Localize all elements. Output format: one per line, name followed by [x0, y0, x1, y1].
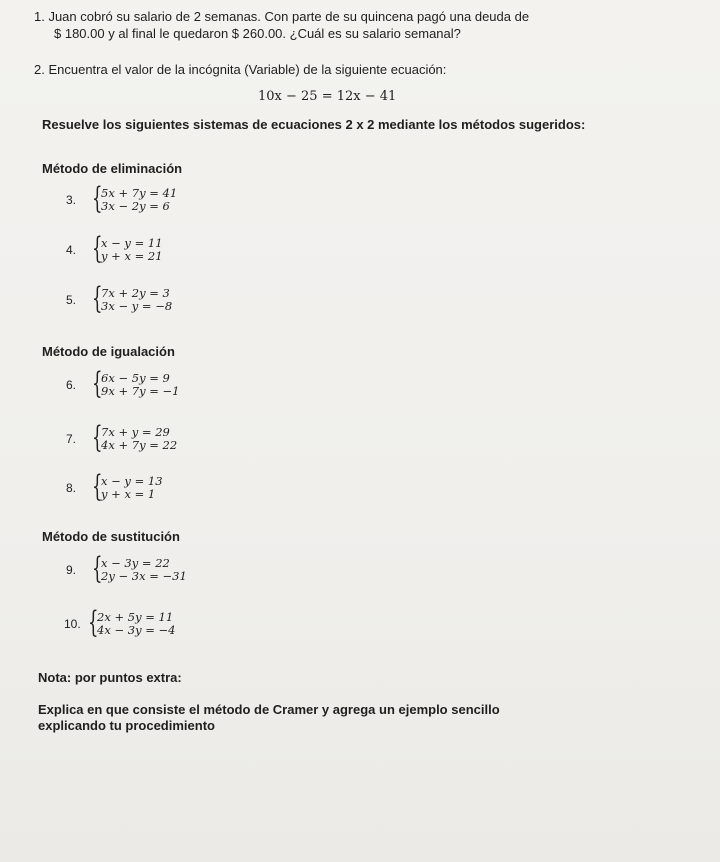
equation-2: y + x = 1	[101, 487, 156, 501]
equation-1: x − y = 13	[101, 474, 163, 488]
system-10	[64, 605, 176, 640]
question-2-equation: 10x − 25 = 12x − 41	[258, 89, 397, 104]
note-line-2: explicando tu procedimiento	[38, 718, 215, 733]
system-number: 5.	[66, 293, 77, 307]
question-2-text: 2. Encuentra el valor de la incógnita (Variable) de la siguiente ecuación:	[34, 62, 447, 77]
systems-instructions: Resuelve los siguientes sistemas de ecuaciones 2 x 2 mediante los métodos sugeridos:	[42, 117, 586, 132]
system-number: 3.	[66, 193, 77, 207]
system-4	[66, 231, 163, 266]
brace-icon: {	[92, 231, 103, 266]
system-7	[66, 420, 178, 455]
equation-2: 3x − 2y = 6	[101, 199, 170, 213]
equation-2: 2y − 3x = −31	[101, 569, 187, 583]
brace-icon: {	[88, 605, 99, 640]
question-1-line-2: $ 180.00 y al final le quedaron $ 260.00. ¿Cuál es su salario semanal?	[54, 26, 461, 41]
system-number: 7.	[66, 432, 77, 446]
equation-1: 7x + 2y = 3	[101, 286, 170, 300]
elimination-heading: Método de eliminación	[42, 161, 183, 176]
equation-1: 2x + 5y = 11	[97, 610, 174, 624]
note-heading: Nota: por puntos extra:	[38, 670, 182, 685]
equation-1: 6x − 5y = 9	[101, 371, 170, 385]
equation-2: 9x + 7y = −1	[101, 384, 180, 398]
system-5	[66, 281, 173, 316]
equation-1: x − y = 11	[101, 236, 163, 250]
system-6	[66, 366, 180, 401]
system-9	[66, 551, 187, 586]
question-1-line-1: 1. Juan cobró su salario de 2 semanas. Con parte de su quincena pagó una deuda de	[34, 9, 530, 24]
equation-2: y + x = 21	[101, 249, 163, 263]
system-number: 4.	[66, 243, 77, 257]
system-3	[66, 181, 178, 216]
system-8	[66, 469, 163, 504]
brace-icon: {	[92, 181, 103, 216]
equalization-heading: Método de igualación	[42, 344, 175, 359]
note-line-1: Explica en que consiste el método de Cramer y agrega un ejemplo sencillo	[38, 702, 500, 717]
system-number: 10.	[64, 617, 81, 631]
equation-2: 4x + 7y = 22	[101, 438, 178, 452]
equation-1: x − 3y = 22	[101, 556, 170, 570]
equation-2: 3x − y = −8	[101, 299, 173, 313]
brace-icon: {	[92, 420, 103, 455]
substitution-heading: Método de sustitución	[42, 529, 180, 544]
brace-icon: {	[92, 551, 103, 586]
system-number: 8.	[66, 481, 77, 495]
brace-icon: {	[92, 281, 103, 316]
system-number: 9.	[66, 563, 77, 577]
system-number: 6.	[66, 378, 77, 392]
brace-icon: {	[92, 366, 103, 401]
equation-1: 5x + 7y = 41	[101, 186, 178, 200]
equation-1: 7x + y = 29	[101, 425, 170, 439]
brace-icon: {	[92, 469, 103, 504]
equation-2: 4x − 3y = −4	[97, 623, 176, 637]
